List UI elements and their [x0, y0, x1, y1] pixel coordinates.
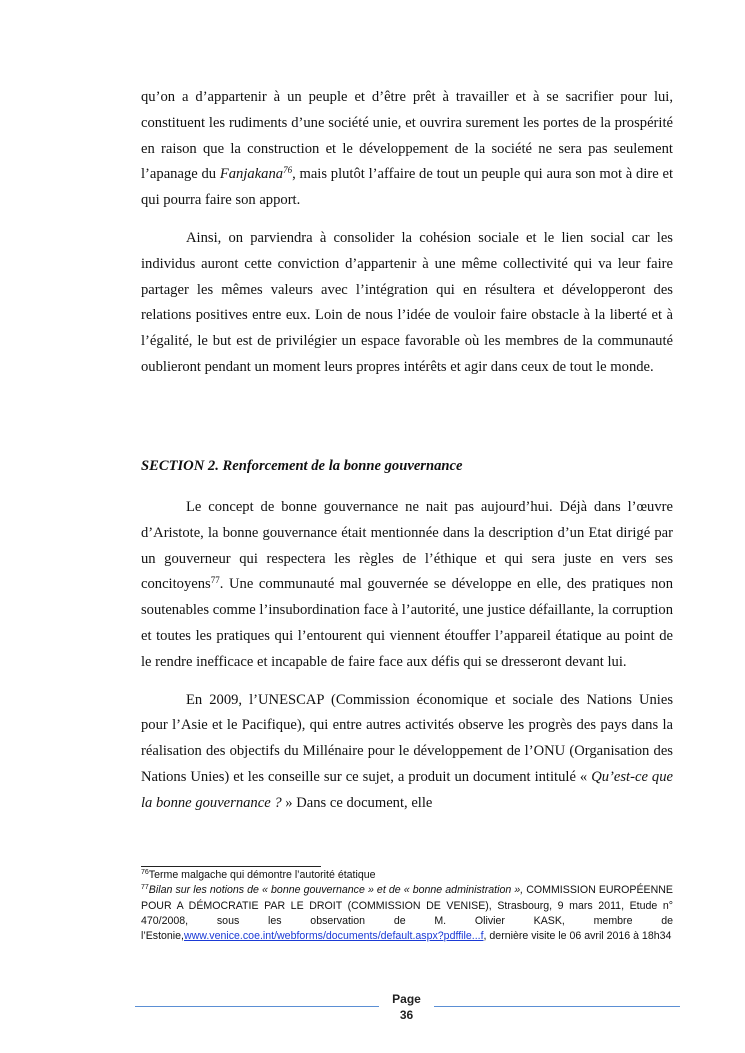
fanjakana-term: Fanjakana [219, 166, 284, 183]
footer-rule-right [434, 1006, 680, 1007]
footnote-separator [141, 866, 321, 867]
footnote-76 [141, 868, 673, 883]
paragraph-3 [141, 495, 673, 676]
footnote-76-text: Terme malgache qui démontre l’autorité étatique [148, 869, 376, 881]
paragraph-1-end: , mais plutôt l’affaire de tout un peuple qui aura son mot à dire et qui pourra faire son apport. [141, 166, 674, 209]
page-number [379, 991, 434, 1023]
paragraph-3-text: Le concept de bonne gouvernance ne nait pas aujourd’hui. Déjà dans l’œuvre d’Aristote, la bonne gouvernance était mentionnée dans la description d’un Etat dirigé par un gouverneur qui respectera les règles de l’éthique et qui sera juste en vers ses concitoyens [141, 499, 673, 593]
footnote-ref-76[interactable]: 76 [283, 165, 293, 176]
section-heading: SECTION 2. Renforcement de la bonne gouvernance [141, 458, 463, 474]
paragraph-3-end: . Une communauté mal gouvernée se développe en elle, des pratiques non soutenables comme l’insubordination face à l’autorité, une justice défaillante, la corruption et toutes les pratiques qui l’entourent qui viennent étouffer l’appareil étatique au point de le rendre inefficace et incapable de faire face aux défis qui se dresseront devant lui. [141, 576, 673, 670]
venice-link[interactable]: www.venice.coe.int/webforms/documents/default.aspx?pdffile...f [184, 930, 484, 943]
footnote-77-end: , dernière visite le 06 avril 2016 à 18h34 [483, 930, 672, 943]
page-number-value: 36 [399, 1008, 414, 1022]
footnote-ref-77[interactable]: 77 [210, 575, 220, 586]
page-label: Page [392, 992, 421, 1006]
body-text-top [141, 85, 673, 381]
paragraph-1 [141, 85, 673, 214]
paragraph-1-text: qu’on a d’appartenir à un peuple et d’être prêt à travailler et à se sacrifier pour lui, constituent les rudiments d’une société unie, et ouvrira surement les portes de la prospérité en raison que la construction et le développement de la société ne sera pas seulement l’apanage du [141, 89, 673, 183]
footnote-77-title: Bilan sur les notions de « bonne gouvernance » et de « bonne administration », [148, 884, 524, 897]
paragraph-4-end: » Dans ce document, elle [281, 794, 433, 811]
paragraph-4-text: En 2009, l’UNESCAP (Commission économique et sociale des Nations Unies pour l’Asie et le Pacifique), qui entre autres activités observe les progrès des pays dans la réalisation des objectifs du Millénaire pour le développement de l’ONU (Organisation des Nations Unies) et les conseille sur ce sujet, a produit un document intitulé « [141, 691, 673, 785]
footnote-77-text: COMMISSION EUROPÉENNE POUR A DÉMOCRATIE PAR LE DROIT (COMMISSION DE VENISE), Strasbourg, 9 mars 2011, Etude n° 470/2008, sous les observation de M. Olivier KASK, membre de l’Estonie, [141, 884, 673, 943]
paragraph-4 [141, 688, 673, 817]
footnotes [141, 868, 673, 944]
body-text-section [141, 495, 673, 817]
footnote-76-number: 76 [141, 869, 149, 876]
footnote-77 [141, 883, 673, 944]
paragraph-2: Ainsi, on parviendra à consolider la cohésion sociale et le lien social car les individus auront cette conviction d’appartenir à une même collectivité qui va leur faire partager les mêmes valeurs avec l’intégration qui en résultera et développeront des relations positives entre eux. Loin de nous l’idée de vouloir faire obstacle à la liberté et à l’égalité, le but est de privilégier un espace favorable où les membres de la communauté oublieront pendant un moment leurs propres intérêts et agir dans ceux de tout le monde. [141, 229, 673, 375]
footnote-77-number: 77 [141, 884, 149, 892]
document-title: Qu’est-ce que la bonne gouvernance ? [141, 768, 673, 811]
footer-rule-left [135, 1006, 379, 1007]
